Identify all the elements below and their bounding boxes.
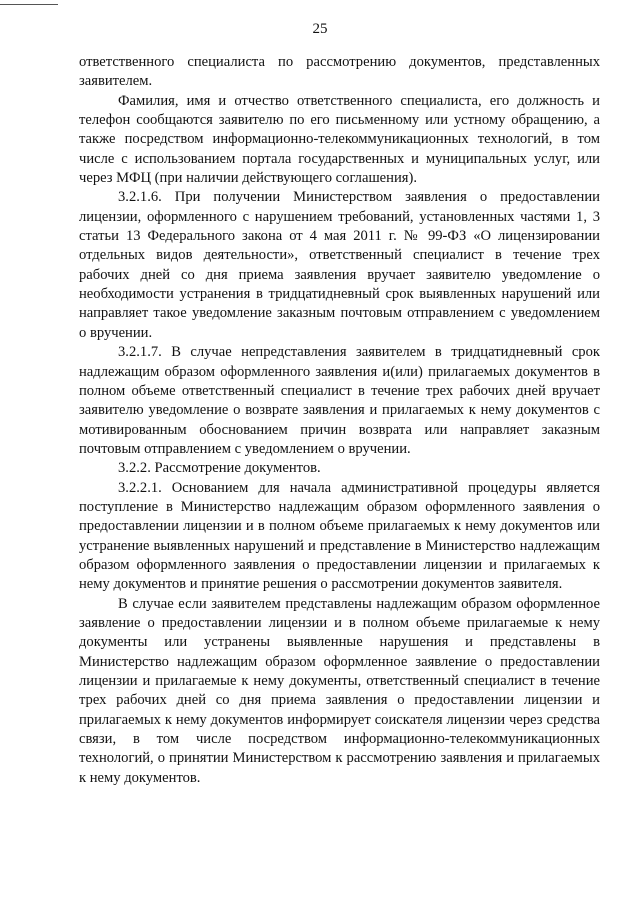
document-body — [79, 53, 600, 788]
paragraph-3-2-2-1: 3.2.2.1. Основанием для начала административной процедуры является поступление в Министерство надлежащим образом оформленного заявления о предоставлении лицензии и в полном объеме прилагаемых к нему документов или устранение выявленных нарушений и представление в Министерство надлежащим образом оформленного заявления о предоставлении лицензии и прилагаемых к нему документов и принятие решения о рассмотрении документов заявителя. — [79, 479, 600, 593]
paragraph-3-2-1-7: 3.2.1.7. В случае непредставления заявителем в тридцатидневный срок надлежащим образом оформленного заявления и(или) прилагаемых документов в полном объеме ответственный специалист в течение трех рабочих дней вручает заявителю уведомление о возврате заявления и прилагаемых к нему документов с мотивированным обоснованием причин возврата или направляет заказным почтовым отправлением с уведомлением о вручении. — [79, 344, 600, 457]
scan-edge-mark — [0, 4, 58, 5]
paragraph-acceptance-notice: В случае если заявителем представлены надлежащим образом оформленное заявление о предоставлении лицензии и в полном объеме прилагаемые к нему документы или устранены выявленные нарушения и представлены в Министерство надлежащим образом оформленное заявление о предоставлении лицензии и прилагаемые к нему документы, ответственный специалист в течение трех рабочих дней со дня приема заявления о предоставлении лицензии и прилагаемых к нему документов информирует соискателя лицензии через средства связи, в том числе посредством информационно-телекоммуникационных технологий, о принятии Министерством к рассмотрению заявления и прилагаемых к нему документов. — [79, 595, 600, 786]
paragraph-specialist-contacts: Фамилия, имя и отчество ответственного специалиста, его должность и телефон сообщаются заявителю по его письменному или устному обращению, а также посредством информационно-телекоммуникационных технологий, в том числе с использованием портала государственных и муниципальных услуг, или через МФЦ (при наличии действующего соглашения). — [79, 92, 600, 187]
paragraph-continuation: ответственного специалиста по рассмотрению документов, представленных заявителем. — [79, 54, 600, 90]
page-number: 25 — [312, 21, 328, 37]
paragraph-3-2-2-heading: 3.2.2. Рассмотрение документов. — [118, 460, 321, 477]
paragraph-3-2-1-6: 3.2.1.6. При получении Министерством заявления о предоставлении лицензии, оформленного с нарушением требований, установленных частями 1, 3 статьи 13 Федерального закона от 4 мая 2011 г. № 99-ФЗ «О лицензировании отдельных видов деятельности», ответственный специалист в течение трех рабочих дней со дня приема заявления вручает заявителю уведомление о необходимости устранения в тридцатидневный срок выявленных нарушений или направляет такое уведомление заказным почтовым отправлением с уведомлением о вручении. — [79, 189, 600, 341]
